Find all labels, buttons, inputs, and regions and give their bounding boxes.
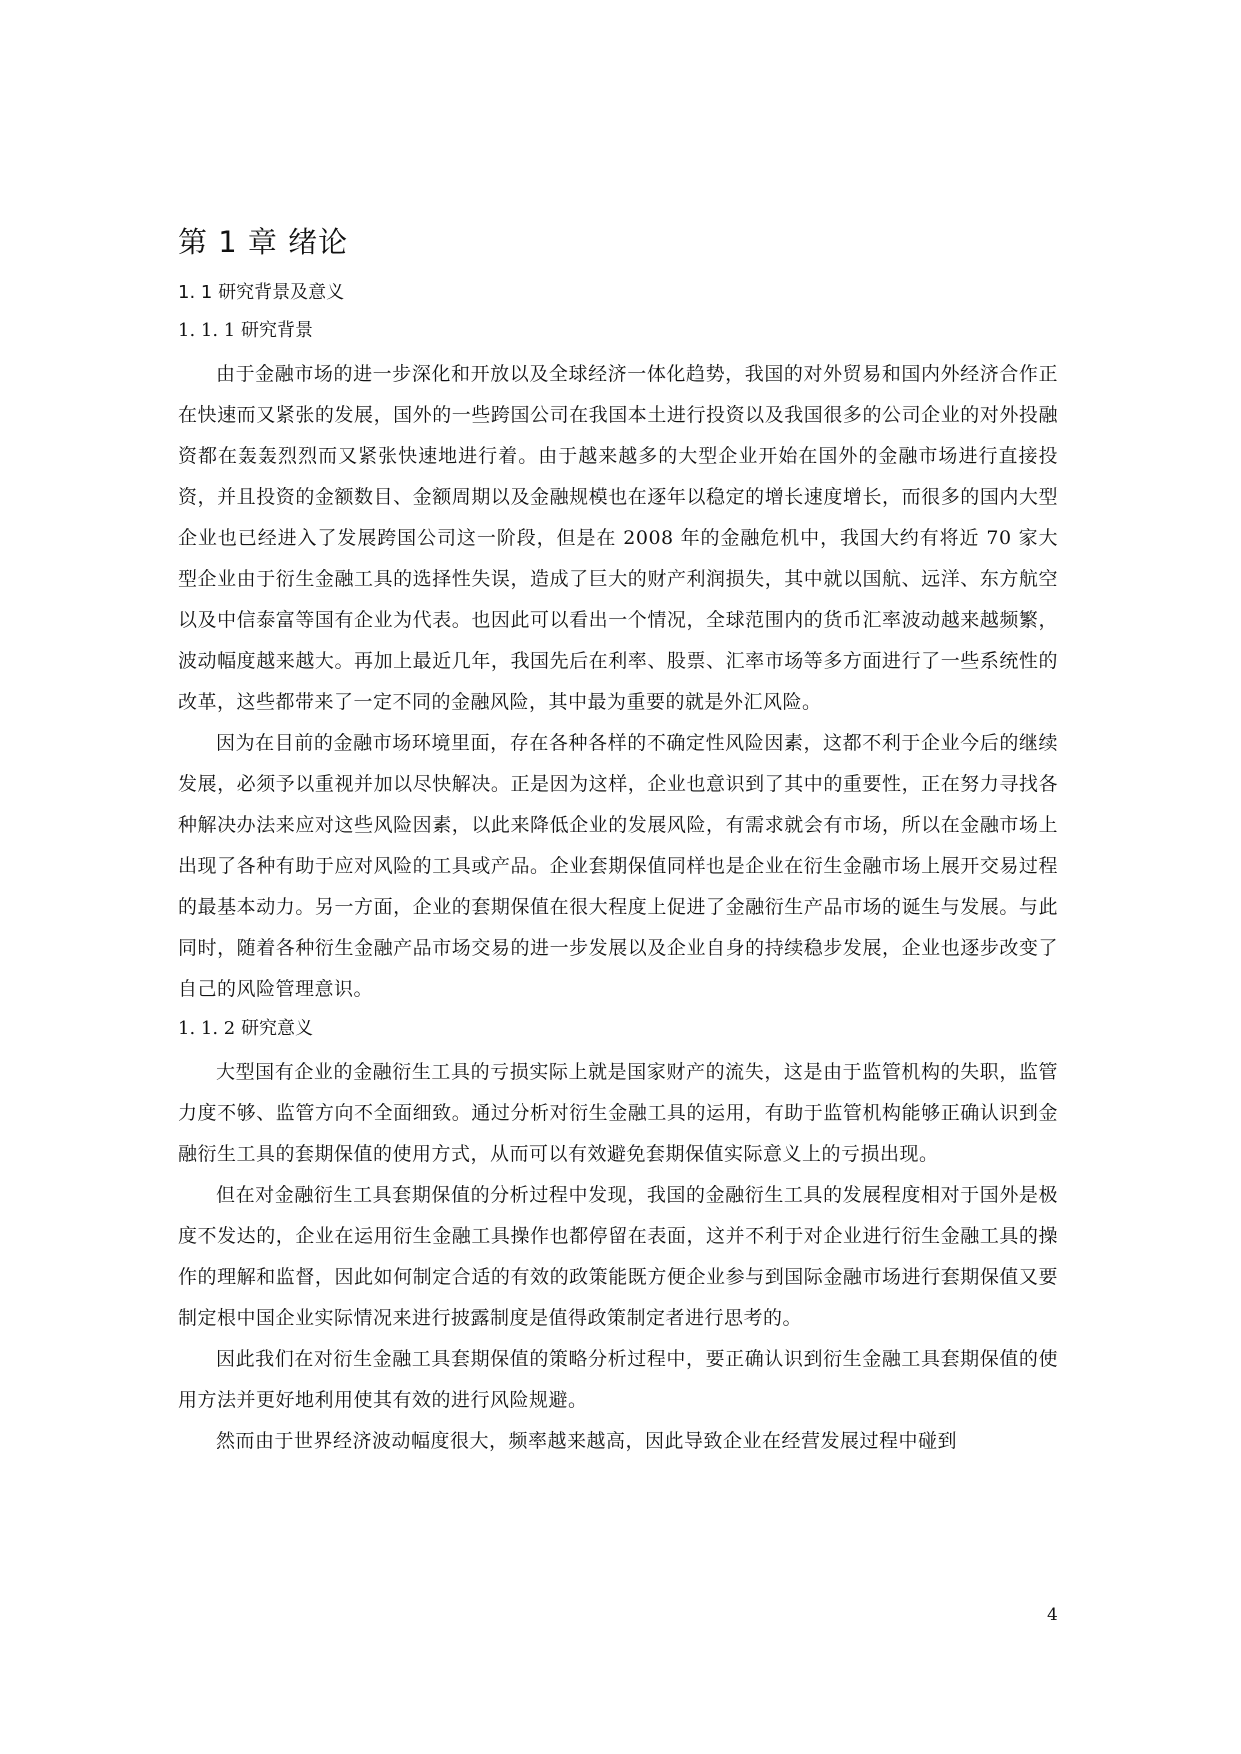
page-number: 4 [1047, 1605, 1058, 1625]
body-paragraph: 然而由于世界经济波动幅度很大，频率越来越高，因此导致企业在经营发展过程中碰到 [216, 1430, 958, 1452]
section-title-1-1: 1. 1 研究背景及意义 [178, 282, 345, 303]
subsection-title-1-1-1: 1. 1. 1 研究背景 [178, 320, 313, 341]
chapter-title: 第 1 章 绪论 [178, 225, 349, 259]
body-paragraph: 但在对金融衍生工具套期保值的分析过程中发现，我国的金融衍生工具的发展程度相对于国外是极度不发达的，企业在运用衍生金融工具操作也都停留在表面，这并不利于对企业进行衍生金融工具的操作的理解和监督，因此如何制定合适的有效的政策能既方便企业参与到国际金融市场进行套期保值又要制定根中国企业实际情况来进行披露制度是值得政策制定者进行思考的。 [178, 1184, 1058, 1329]
body-paragraph: 因为在目前的金融市场环境里面，存在各种各样的不确定性风险因素，这都不利于企业今后的继续发展，必须予以重视并加以尽快解决。正是因为这样，企业也意识到了其中的重要性，正在努力寻找各种解决办法来应对这些风险因素，以此来降低企业的发展风险，有需求就会有市场，所以在金融市场上出现了各种有助于应对风险的工具或产品。企业套期保值同样也是企业在衍生金融市场上展开交易过程的最基本动力。另一方面，企业的套期保值在很大程度上促进了金融衍生产品市场的诞生与发展。与此同时，随着各种衍生金融产品市场交易的进一步发展以及企业自身的持续稳步发展，企业也逐步改变了自己的风险管理意识。 [178, 732, 1058, 1000]
subsection-title-1-1-2: 1. 1. 2 研究意义 [178, 1018, 313, 1039]
body-paragraph: 因此我们在对衍生金融工具套期保值的策略分析过程中，要正确认识到衍生金融工具套期保值的使用方法并更好地利用使其有效的进行风险规避。 [178, 1348, 1058, 1411]
body-paragraph: 大型国有企业的金融衍生工具的亏损实际上就是国家财产的流失，这是由于监管机构的失职，监管力度不够、监管方向不全面细致。通过分析对衍生金融工具的运用，有助于监管机构能够正确认识到金融衍生工具的套期保值的使用方式，从而可以有效避免套期保值实际意义上的亏损出现。 [178, 1061, 1058, 1165]
body-paragraph: 由于金融市场的进一步深化和开放以及全球经济一体化趋势，我国的对外贸易和国内外经济合作正在快速而又紧张的发展，国外的一些跨国公司在我国本土进行投资以及我国很多的公司企业的对外投融资都在轰轰烈烈而又紧张快速地进行着。由于越来越多的大型企业开始在国外的金融市场进行直接投资，并且投资的金额数目、金额周期以及金融规模也在逐年以稳定的增长速度增长，而很多的国内大型企业也已经进入了发展跨国公司这一阶段，但是在 2008 年的金融危机中，我国大约有将近 70 家大型企业由于衍生金融工具的选择性失误，造成了巨大的财产利润损失，其中就以国航、远洋、东方航空以及中信泰富等国有企业为代表。也因此可以看出一个情况，全球范围内的货币汇率波动越来越频繁，波动幅度越来越大。再加上最近几年，我国先后在利率、股票、汇率市场等多方面进行了一些系统性的改革，这些都带来了一定不同的金融风险，其中最为重要的就是外汇风险。 [178, 363, 1058, 713]
page-content [178, 222, 1058, 1462]
